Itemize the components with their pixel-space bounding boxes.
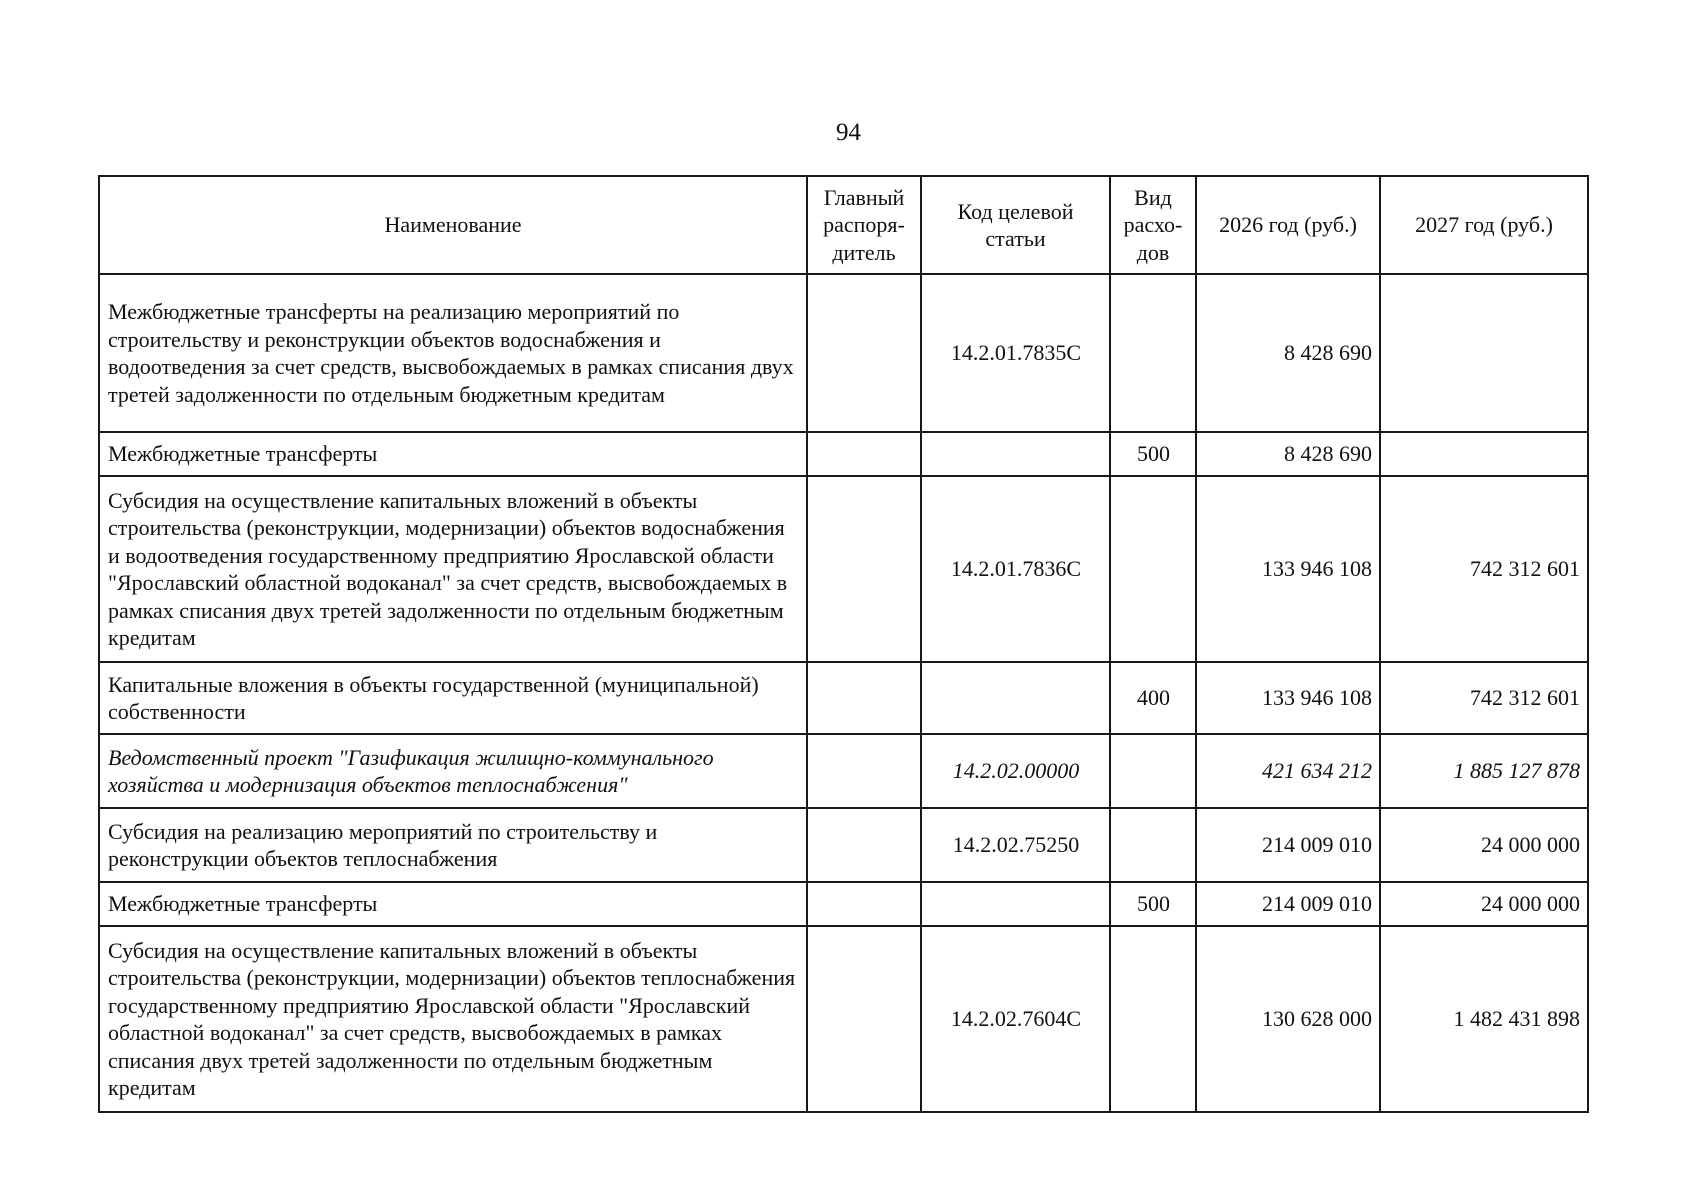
row-expense-type — [1110, 808, 1196, 882]
page-number: 94 — [836, 119, 861, 146]
row-expense-type: 500 — [1110, 882, 1196, 926]
row-code — [921, 882, 1110, 926]
row-main-manager — [807, 432, 921, 476]
table-row — [99, 808, 1588, 882]
row-expense-type: 500 — [1110, 432, 1196, 476]
header-year-2026: 2026 год (руб.) — [1196, 176, 1380, 274]
table-row — [99, 432, 1588, 476]
row-2027: 1 482 431 898 — [1380, 926, 1588, 1112]
header-expense-type: Вид расхо-дов — [1110, 176, 1196, 274]
row-expense-type — [1110, 476, 1196, 662]
row-2027: 742 312 601 — [1380, 476, 1588, 662]
row-main-manager — [807, 274, 921, 432]
row-2026: 8 428 690 — [1196, 432, 1380, 476]
row-2027: 24 000 000 — [1380, 808, 1588, 882]
row-2026: 133 946 108 — [1196, 476, 1380, 662]
row-name: Межбюджетные трансферты — [99, 882, 807, 926]
row-code: 14.2.02.00000 — [921, 734, 1110, 808]
row-2027: 742 312 601 — [1380, 662, 1588, 734]
row-code: 14.2.02.75250 — [921, 808, 1110, 882]
row-expense-type — [1110, 274, 1196, 432]
row-name: Капитальные вложения в объекты государственной (муниципальной) собственности — [99, 662, 807, 734]
row-2027: 24 000 000 — [1380, 882, 1588, 926]
row-main-manager — [807, 808, 921, 882]
row-name: Субсидия на осуществление капитальных вложений в объекты строительства (реконструкции, модернизации) объектов теплоснабжения государственному предприятию Ярославской области "Ярославский областной водоканал" за счет средств, высвобождаемых в рамках списания двух третей задолженности по отдельным бюджетным кредитам — [99, 926, 807, 1112]
row-main-manager — [807, 662, 921, 734]
row-2026: 133 946 108 — [1196, 662, 1380, 734]
table-row — [99, 662, 1588, 734]
row-main-manager — [807, 926, 921, 1112]
header-name: Наименование — [99, 176, 807, 274]
row-2026: 8 428 690 — [1196, 274, 1380, 432]
table-row — [99, 476, 1588, 662]
row-2027 — [1380, 274, 1588, 432]
row-2027 — [1380, 432, 1588, 476]
row-name: Субсидия на реализацию мероприятий по строительству и реконструкции объектов теплоснабжения — [99, 808, 807, 882]
row-2027: 1 885 127 878 — [1380, 734, 1588, 808]
row-code — [921, 662, 1110, 734]
row-name: Межбюджетные трансферты — [99, 432, 807, 476]
budget-table — [98, 175, 1589, 1113]
row-main-manager — [807, 734, 921, 808]
row-code: 14.2.02.7604С — [921, 926, 1110, 1112]
row-expense-type — [1110, 926, 1196, 1112]
row-code: 14.2.01.7835С — [921, 274, 1110, 432]
table-row — [99, 926, 1588, 1112]
row-expense-type: 400 — [1110, 662, 1196, 734]
row-expense-type — [1110, 734, 1196, 808]
header-target-code: Код целевой статьи — [921, 176, 1110, 274]
row-code: 14.2.01.7836С — [921, 476, 1110, 662]
row-2026: 214 009 010 — [1196, 882, 1380, 926]
table-row — [99, 274, 1588, 432]
row-2026: 214 009 010 — [1196, 808, 1380, 882]
table-row — [99, 882, 1588, 926]
table-row-project — [99, 734, 1588, 808]
header-year-2027: 2027 год (руб.) — [1380, 176, 1588, 274]
row-2026: 130 628 000 — [1196, 926, 1380, 1112]
row-main-manager — [807, 882, 921, 926]
header-main-manager: Главный распоря-дитель — [807, 176, 921, 274]
row-main-manager — [807, 476, 921, 662]
row-name: Ведомственный проект "Газификация жилищно-коммунального хозяйства и модернизация объектов теплоснабжения" — [99, 734, 807, 808]
row-code — [921, 432, 1110, 476]
table-header-row — [99, 176, 1588, 274]
row-2026: 421 634 212 — [1196, 734, 1380, 808]
row-name: Межбюджетные трансферты на реализацию мероприятий по строительству и реконструкции объектов водоснабжения и водоотведения за счет средств, высвобождаемых в рамках списания двух третей задолженности по отдельным бюджетным кредитам — [99, 274, 807, 432]
row-name: Субсидия на осуществление капитальных вложений в объекты строительства (реконструкции, модернизации) объектов водоснабжения и водоотведения государственному предприятию Ярославской области "Ярославский областной водоканал" за счет средств, высвобождаемых в рамках списания двух третей задолженности по отдельным бюджетным кредитам — [99, 476, 807, 662]
